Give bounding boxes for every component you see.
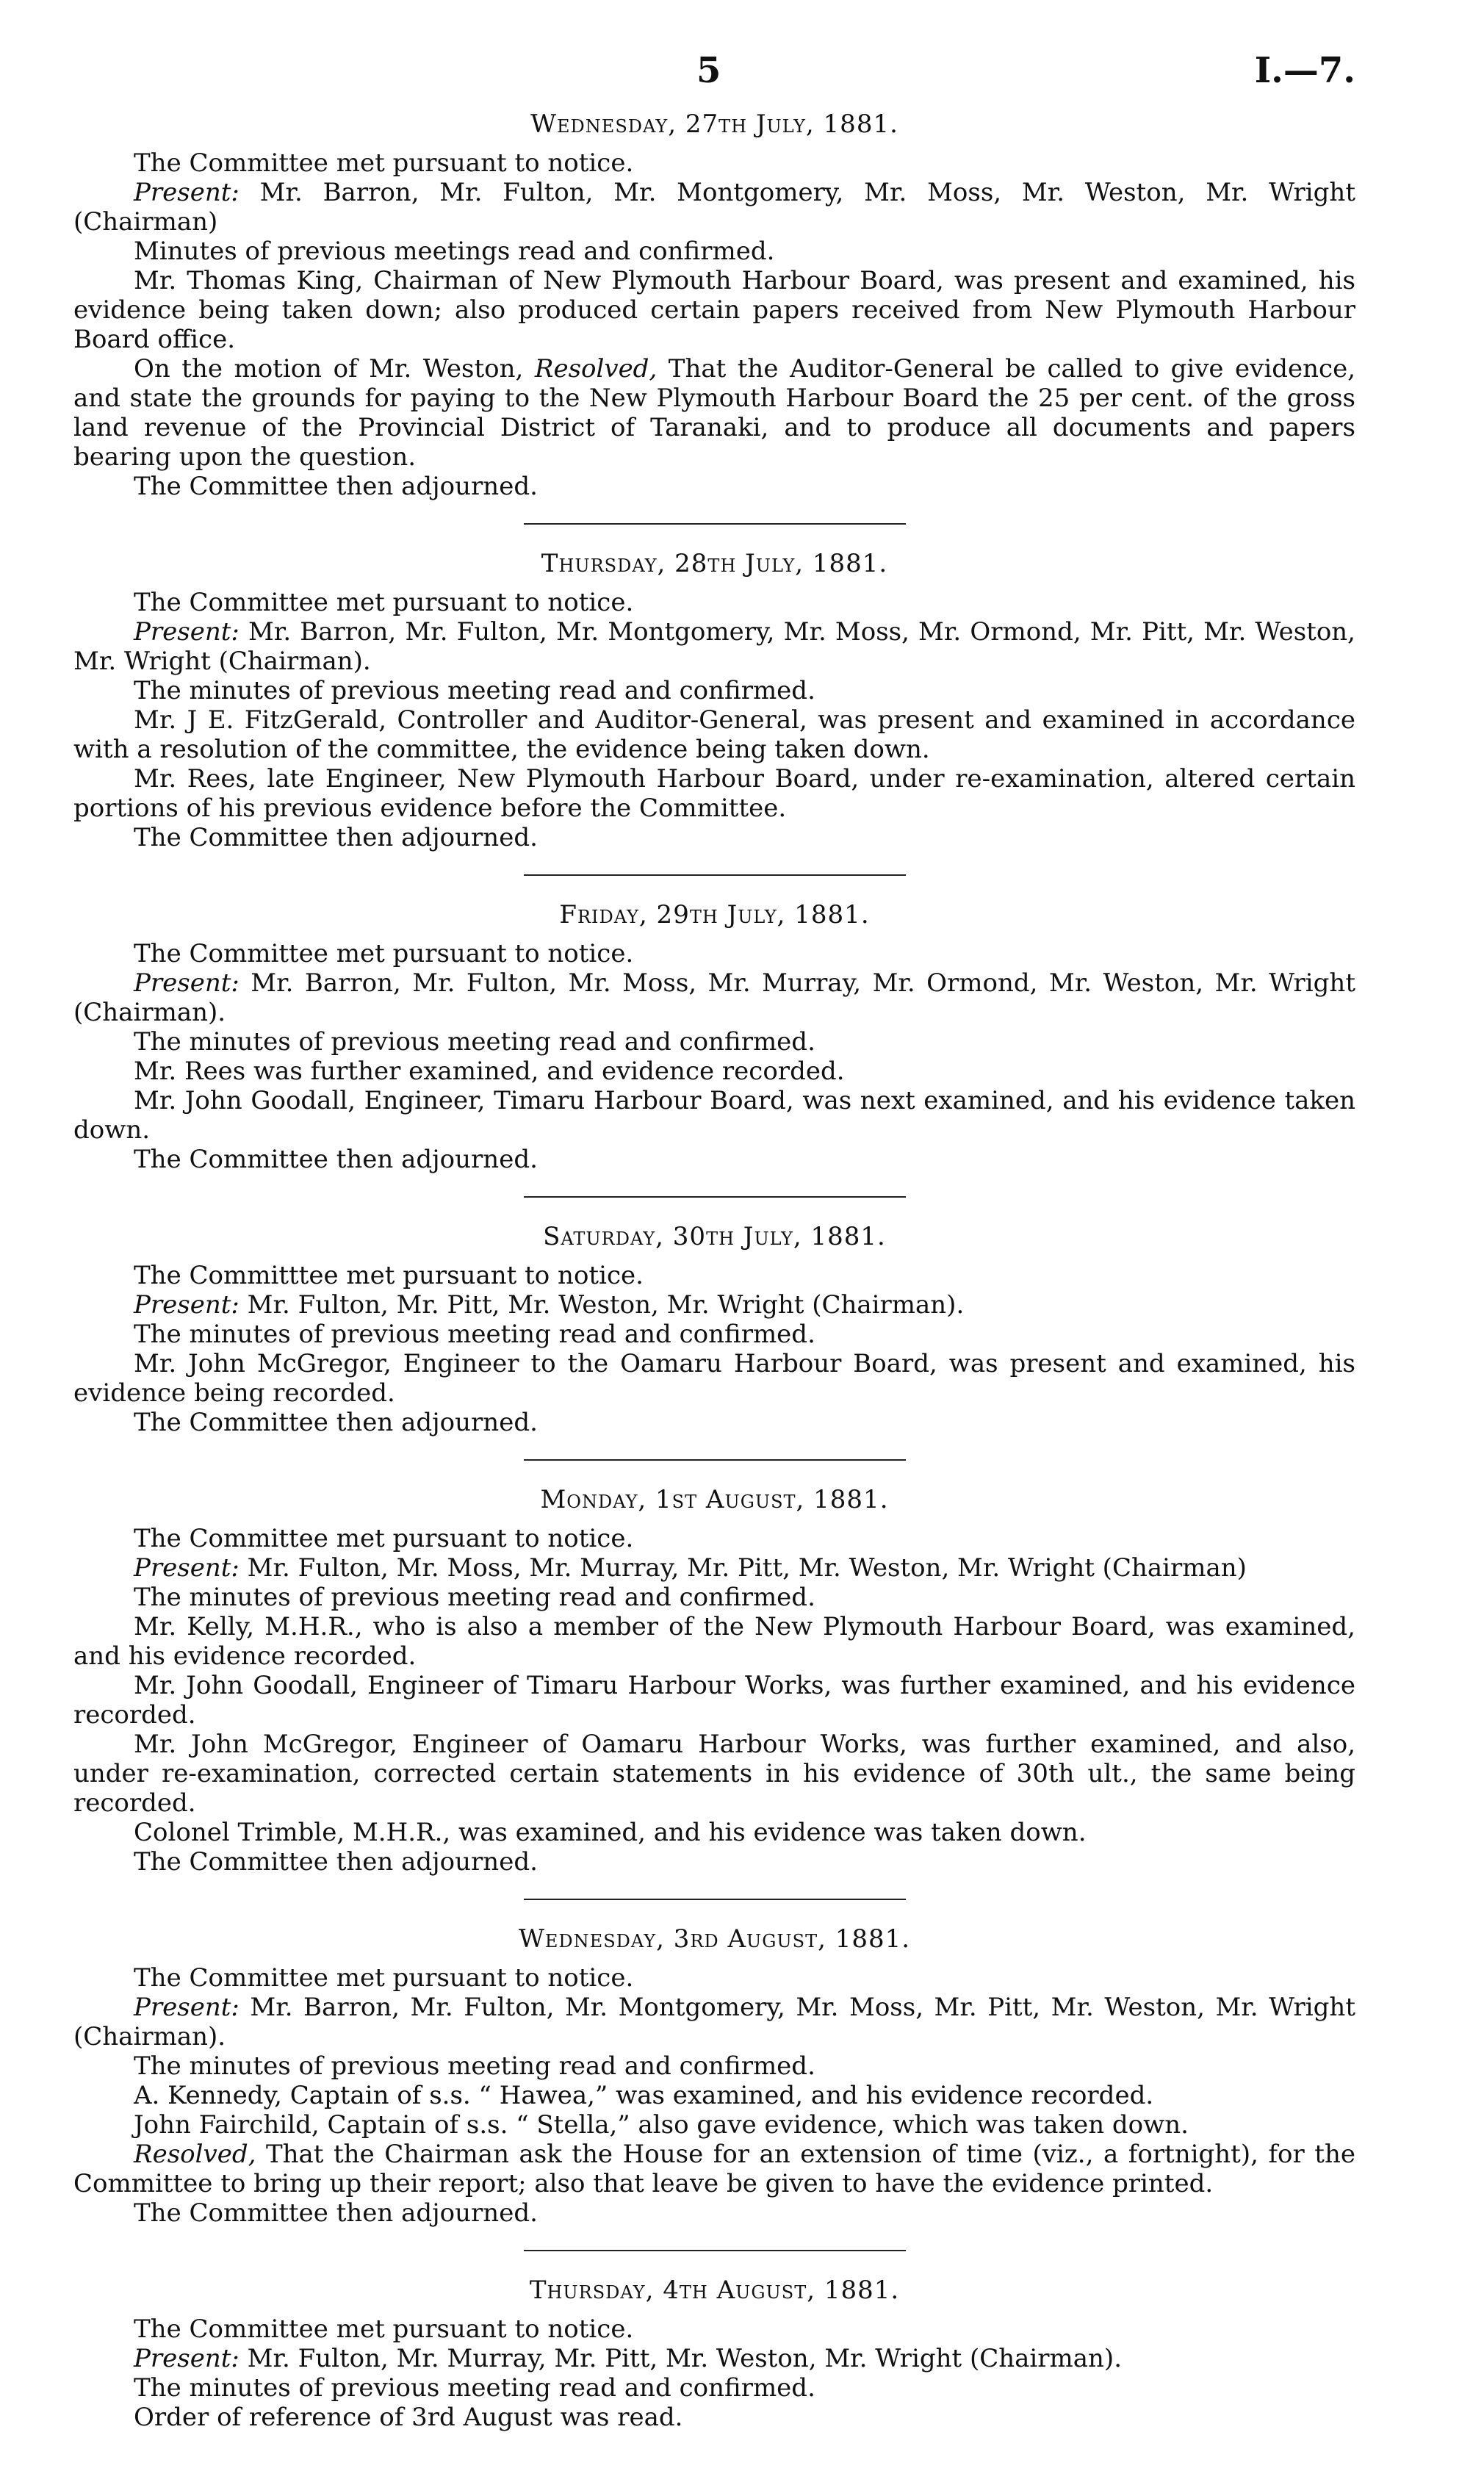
minutes-paragraph xyxy=(73,1057,1355,1086)
paragraph-lead: Present: xyxy=(134,178,239,207)
minutes-paragraph xyxy=(73,1730,1355,1818)
meeting-section xyxy=(73,899,1355,1174)
paragraph-text: Mr. John McGregor, Engineer of Oamaru Harbour Works, was further examined, and also, under re-examination, corrected certain statements in his evidence of 30th ult., the same being recorded. xyxy=(73,1730,1355,1818)
minutes-paragraph xyxy=(73,1583,1355,1612)
meeting-section xyxy=(73,109,1355,501)
minutes-paragraph xyxy=(73,1086,1355,1145)
paragraph-text: Mr. John Goodall, Engineer of Timaru Harbour Works, was further examined, and his evidence recorded. xyxy=(73,1671,1355,1730)
paragraph-text: Minutes of previous meetings read and confirmed. xyxy=(134,237,775,266)
minutes-paragraph xyxy=(73,764,1355,823)
section-divider xyxy=(524,1196,906,1198)
paragraph-text: Mr. Fulton, Mr. Pitt, Mr. Weston, Mr. Wright (Chairman). xyxy=(239,1290,965,1320)
paragraph-text: The Committee then adjourned. xyxy=(134,2198,538,2228)
paragraph-text: Mr. Rees, late Engineer, New Plymouth Harbour Board, under re-examination, altered certain portions of his previous evidence before the Committee. xyxy=(73,764,1355,823)
paragraph-text: The minutes of previous meeting read and confirmed. xyxy=(134,2373,815,2403)
paragraph-text: The minutes of previous meeting read and confirmed. xyxy=(134,1583,815,1612)
minutes-paragraph xyxy=(73,472,1355,501)
minutes-paragraph xyxy=(73,237,1355,266)
page-header xyxy=(73,50,1355,109)
paragraph-lead: Present: xyxy=(134,1290,239,1320)
paragraph-text: On the motion of Mr. Weston, xyxy=(134,354,535,384)
minutes-paragraph xyxy=(73,968,1355,1027)
minutes-paragraph xyxy=(73,823,1355,852)
paragraph-text: The Committee then adjourned. xyxy=(134,1408,538,1437)
minutes-paragraph xyxy=(73,2051,1355,2081)
minutes-paragraph xyxy=(73,266,1355,354)
minutes-paragraph xyxy=(73,1524,1355,1553)
paragraph-text: Mr. J E. FitzGerald, Controller and Auditor-General, was present and examined in accordance with a resolution of the committee, the evidence being taken down. xyxy=(73,705,1355,764)
paragraph-text: Mr. Barron, Mr. Fulton, Mr. Montgomery, Mr. Moss, Mr. Pitt, Mr. Weston, Mr. Wright (Chairman). xyxy=(73,1993,1355,2051)
minutes-paragraph xyxy=(73,617,1355,676)
minutes-paragraph xyxy=(73,1027,1355,1057)
minutes-paragraph xyxy=(73,1349,1355,1408)
paragraph-text: Mr. Barron, Mr. Fulton, Mr. Montgomery, Mr. Moss, Mr. Ormond, Mr. Pitt, Mr. Weston, Mr. Wright (Chairman). xyxy=(73,617,1355,676)
section-divider xyxy=(524,1899,906,1900)
minutes-paragraph xyxy=(73,676,1355,705)
meeting-date: Thursday, 4th August, 1881. xyxy=(529,2276,900,2305)
paragraph-text: Mr. Rees was further examined, and evidence recorded. xyxy=(134,1057,845,1086)
minutes-paragraph xyxy=(73,588,1355,617)
paragraph-lead: Present: xyxy=(134,1993,239,2022)
minutes-paragraph xyxy=(73,1612,1355,1671)
minutes-paragraph xyxy=(73,2403,1355,2432)
paragraph-text: The Committtee met pursuant to notice. xyxy=(134,1261,644,1290)
minutes-paragraph xyxy=(73,2314,1355,2344)
paragraph-lead: Resolved, xyxy=(534,354,658,384)
meeting-date: Monday, 1st August, 1881. xyxy=(540,1485,889,1514)
paragraph-text: The Committee met pursuant to notice. xyxy=(134,939,634,968)
minutes-paragraph xyxy=(73,178,1355,237)
paragraph-lead: Present: xyxy=(134,968,239,998)
paragraph-text: Colonel Trimble, M.H.R., was examined, and his evidence was taken down. xyxy=(134,1818,1087,1847)
meeting-date: Wednesday, 27th July, 1881. xyxy=(530,109,898,139)
minutes-paragraph xyxy=(73,1145,1355,1174)
paragraph-text: The Committee met pursuant to notice. xyxy=(134,1963,634,1993)
meeting-date: Friday, 29th July, 1881. xyxy=(559,900,870,929)
meeting-section xyxy=(73,2275,1355,2432)
paragraph-lead: Present: xyxy=(134,617,239,647)
minutes-paragraph xyxy=(73,2140,1355,2198)
paragraph-text: The Committee then adjourned. xyxy=(134,1847,538,1877)
minutes-paragraph xyxy=(73,1261,1355,1290)
minutes-paragraph xyxy=(73,1408,1355,1437)
paragraph-text: Mr. Fulton, Mr. Moss, Mr. Murray, Mr. Pitt, Mr. Weston, Mr. Wright (Chairman) xyxy=(239,1553,1247,1583)
minutes-paragraph xyxy=(73,939,1355,968)
paragraph-text: The Committee then adjourned. xyxy=(134,1145,538,1174)
paragraph-text: The Committee met pursuant to notice. xyxy=(134,2314,634,2344)
minutes-paragraph xyxy=(73,2344,1355,2373)
minutes-paragraph xyxy=(73,1963,1355,1993)
section-divider xyxy=(524,874,906,876)
paragraph-text: The Committee met pursuant to notice. xyxy=(134,148,634,178)
paragraph-text: That the Auditor-General be called to give evidence, and state the grounds for paying to the New Plymouth Harbour Board the 25 per cent. of the gross land revenue of the Provincial District of Taranaki, and to produce all documents and papers bearing upon the question. xyxy=(73,354,1356,472)
section-divider xyxy=(524,2250,906,2251)
minutes-paragraph xyxy=(73,1847,1355,1877)
paragraph-text: The Committee met pursuant to notice. xyxy=(134,1524,634,1553)
paragraph-text: The minutes of previous meeting read and confirmed. xyxy=(134,1027,815,1057)
minutes-paragraph xyxy=(73,1553,1355,1583)
paragraph-text: The Committee then adjourned. xyxy=(134,823,538,852)
page-number: 5 xyxy=(696,50,721,91)
minutes-paragraph xyxy=(73,1818,1355,1847)
paragraph-text: Order of reference of 3rd August was read. xyxy=(134,2403,683,2432)
meeting-date: Saturday, 30th July, 1881. xyxy=(543,1222,886,1251)
paragraph-text: The Committee met pursuant to notice. xyxy=(134,588,634,617)
meeting-section xyxy=(73,1484,1355,1877)
section-divider xyxy=(524,523,906,525)
meeting-section xyxy=(73,548,1355,852)
minutes-paragraph xyxy=(73,148,1355,178)
paragraph-text: Mr. John McGregor, Engineer to the Oamaru Harbour Board, was present and examined, his evidence being recorded. xyxy=(73,1349,1355,1408)
paragraph-text: Mr. Kelly, M.H.R., who is also a member of the New Plymouth Harbour Board, was examined, and his evidence recorded. xyxy=(73,1612,1355,1671)
paragraph-text: That the Chairman ask the House for an extension of time (viz., a fortnight), for the Committee to bring up their report; also that leave be given to have the evidence printed. xyxy=(73,2140,1355,2198)
paragraph-lead: Present: xyxy=(134,1553,239,1583)
minutes-paragraph xyxy=(73,1671,1355,1730)
paragraph-text: Mr. Thomas King, Chairman of New Plymouth Harbour Board, was present and examined, his evidence being taken down; also produced certain papers received from New Plymouth Harbour Board office. xyxy=(73,266,1355,354)
section-divider xyxy=(524,1459,906,1461)
minutes-paragraph xyxy=(73,705,1355,764)
paragraph-text: Mr. Fulton, Mr. Murray, Mr. Pitt, Mr. Weston, Mr. Wright (Chairman). xyxy=(239,2344,1122,2373)
meeting-section xyxy=(73,1221,1355,1437)
paragraph-lead: Resolved, xyxy=(134,2140,256,2169)
paragraph-text: Mr. Barron, Mr. Fulton, Mr. Moss, Mr. Murray, Mr. Ormond, Mr. Weston, Mr. Wright (Chairman). xyxy=(73,968,1355,1027)
meeting-section xyxy=(73,1924,1355,2228)
paragraph-text: Mr. John Goodall, Engineer, Timaru Harbour Board, was next examined, and his evidence taken down. xyxy=(73,1086,1355,1145)
minutes-paragraph xyxy=(73,1290,1355,1320)
resolution-paragraph xyxy=(73,354,1355,472)
paragraph-text: John Fairchild, Captain of s.s. “ Stella,” also gave evidence, which was taken down. xyxy=(134,2110,1189,2140)
minutes-paragraph xyxy=(73,1320,1355,1349)
paragraph-text: The minutes of previous meeting read and confirmed. xyxy=(134,676,815,705)
minutes-paragraph xyxy=(73,2373,1355,2403)
document-reference: I.—7. xyxy=(1254,50,1355,91)
paragraph-text: A. Kennedy, Captain of s.s. “ Hawea,” was examined, and his evidence recorded. xyxy=(134,2081,1154,2110)
paragraph-text: Mr. Barron, Mr. Fulton, Mr. Montgomery, Mr. Moss, Mr. Weston, Mr. Wright (Chairman) xyxy=(73,178,1355,237)
paragraph-lead: Present: xyxy=(134,2344,239,2373)
paragraph-text: The Committee then adjourned. xyxy=(134,472,538,501)
minutes-body xyxy=(73,109,1355,2432)
paragraph-text: The minutes of previous meeting read and confirmed. xyxy=(134,1320,815,1349)
minutes-paragraph xyxy=(73,2110,1355,2140)
paragraph-text: The minutes of previous meeting read and confirmed. xyxy=(134,2051,815,2081)
meeting-date: Wednesday, 3rd August, 1881. xyxy=(518,1924,911,1954)
minutes-paragraph xyxy=(73,2081,1355,2110)
minutes-paragraph xyxy=(73,2198,1355,2228)
meeting-date: Thursday, 28th July, 1881. xyxy=(541,549,888,578)
minutes-paragraph xyxy=(73,1993,1355,2051)
